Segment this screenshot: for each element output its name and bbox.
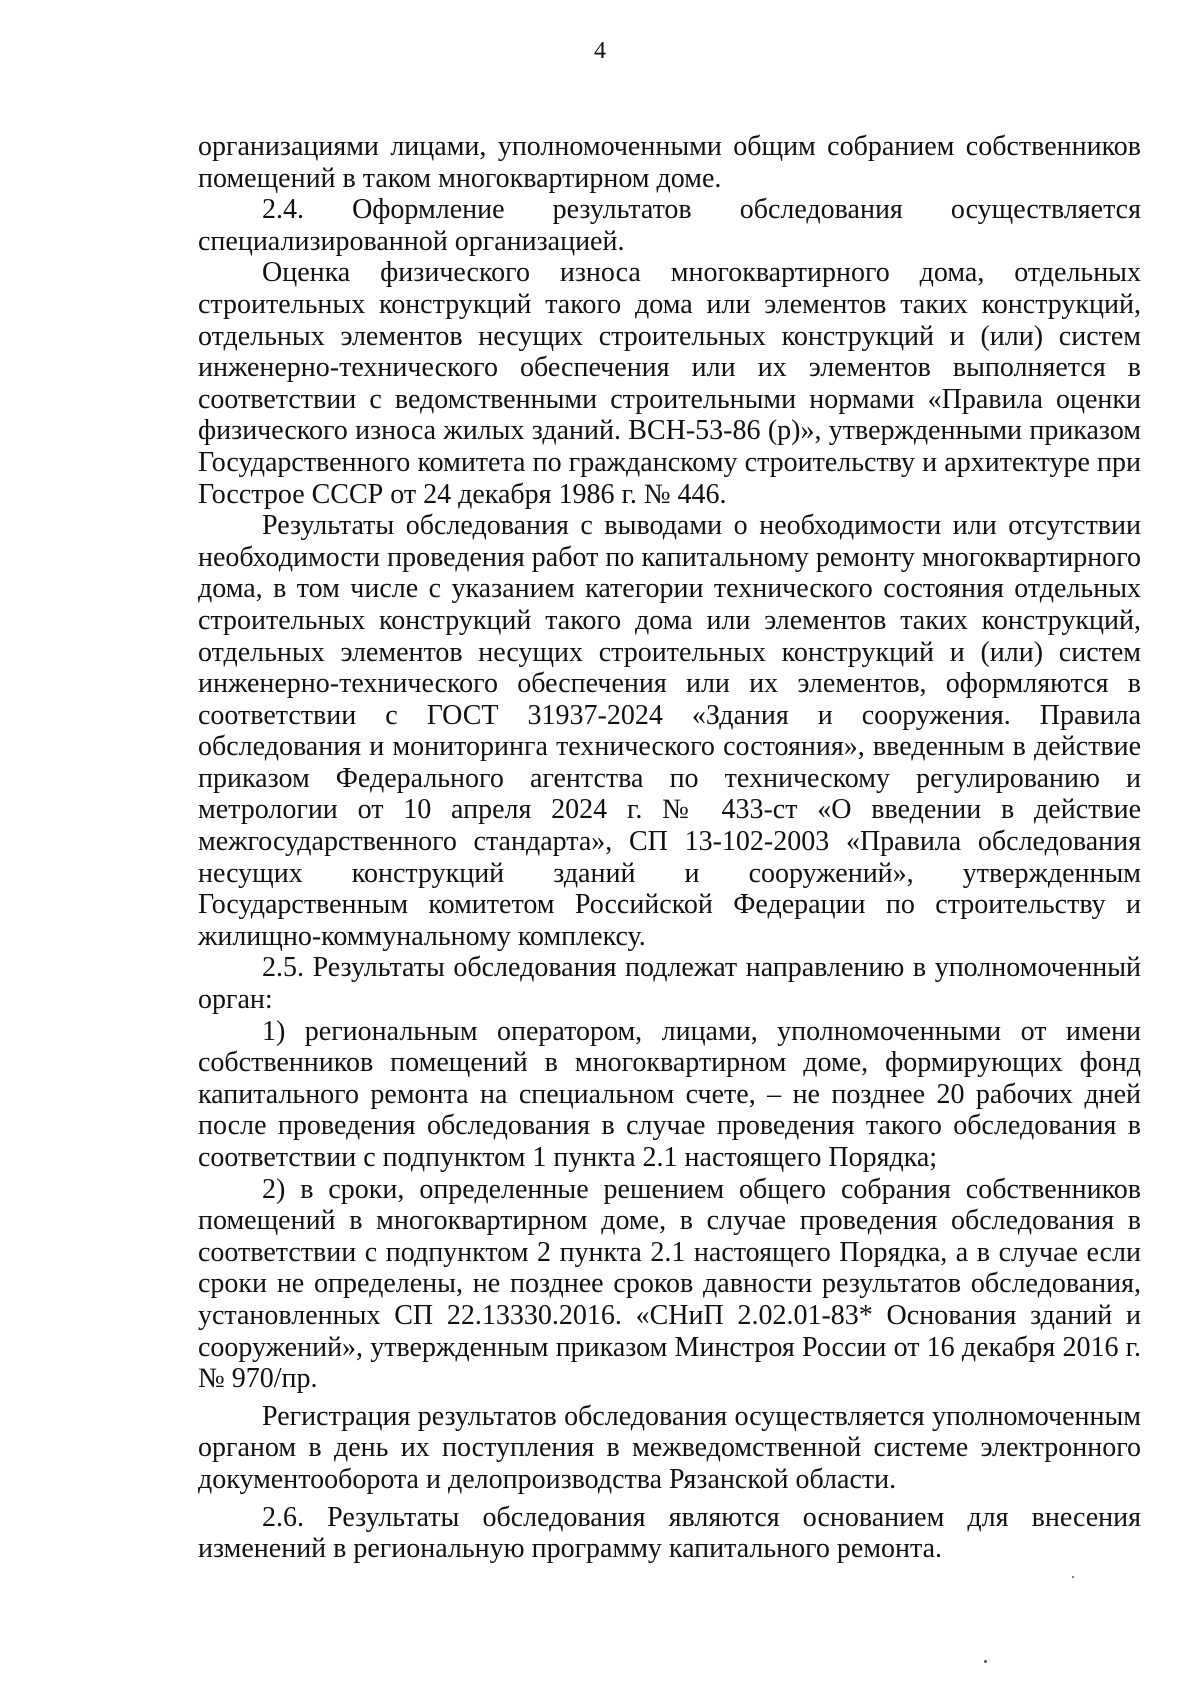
paragraph-survey-results: Результаты обследования с выводами о необходимости или отсутствии необходимости проведения работ по капитальному ремонту многоквартирного дома, в том числе с указанием категории технического состояния отдельных строительных конструкций такого дома или элементов таких конструкций, отдельных элементов несущих строительных конструкций и (или) систем инженерно-технического обеспечения или их элементов, оформляются в соответствии с ГОСТ 31937-2024 «Здания и сооружения. Правила обследования и мониторинга технического состояния», введенным в действие приказом Федерального агентства по техническому регулированию и метрологии от 10 апреля 2024 г. № 433-ст «О введении в действие межгосударственного стандарта», СП 13-102-2003 «Правила обследования несущих конструкций зданий и сооружений», утвержденным Государственным комитетом Российской Федерации по строительству и жилищно-коммунальному комплексу. <box>198 510 1141 952</box>
list-item-1: 1) региональным оператором, лицами, уполномоченными от имени собственников помещений в многоквартирном доме, формирующих фонд капитального ремонта на специальном счете, – не позднее 20 рабочих дней после проведения обследования в случае проведения такого обследования в соответствии с подпунктом 1 пункта 2.1 настоящего Порядка; <box>198 1015 1141 1173</box>
scan-speck <box>1072 1576 1074 1578</box>
paragraph-wear-assessment: Оценка физического износа многоквартирного дома, отдельных строительных конструкций такого дома или элементов таких конструкций, отдельных элементов несущих строительных конструкций и (или) систем инженерно-технического обеспечения или их элементов выполняется в соответствии с ведомственными строительными нормами «Правила оценки физического износа жилых зданий. ВСН-53-86 (р)», утвержденными приказом Государственного комитета по гражданскому строительству и архитектуре при Госстрое СССР от 24 декабря 1986 г. № 446. <box>198 257 1141 510</box>
paragraph-registration: Регистрация результатов обследования осуществляется уполномоченным органом в день их поступления в межведомственной системе электронного документооборота и делопроизводства Рязанской области. <box>198 1400 1141 1495</box>
page-number: 4 <box>594 38 606 64</box>
paragraph-continuation: организациями лицами, уполномоченными общим собранием собственников помещений в таком многоквартирном доме. <box>198 131 1141 194</box>
list-item-2: 2) в сроки, определенные решением общего собрания собственников помещений в многоквартирном доме, в случае проведения обследования в соответствии с подпунктом 2 пункта 2.1 настоящего Порядка, а в случае если сроки не определены, не позднее сроков давности результатов обследования, установленных СП 22.13330.2016. «СНиП 2.02.01-83* Основания зданий и сооружений», утвержденным приказом Минстроя России от 16 декабря 2016 г. № 970/пр. <box>198 1173 1141 1395</box>
paragraph-2-4: 2.4. Оформление результатов обследования осуществляется специализированной организацией. <box>198 194 1141 257</box>
scan-speck <box>984 1660 987 1663</box>
paragraph-2-6: 2.6. Результаты обследования являются основанием для внесения изменений в региональную программу капитального ремонта. <box>198 1501 1141 1565</box>
document-body <box>198 131 1141 1565</box>
paragraph-2-5: 2.5. Результаты обследования подлежат направлению в уполномоченный орган: <box>198 952 1141 1016</box>
